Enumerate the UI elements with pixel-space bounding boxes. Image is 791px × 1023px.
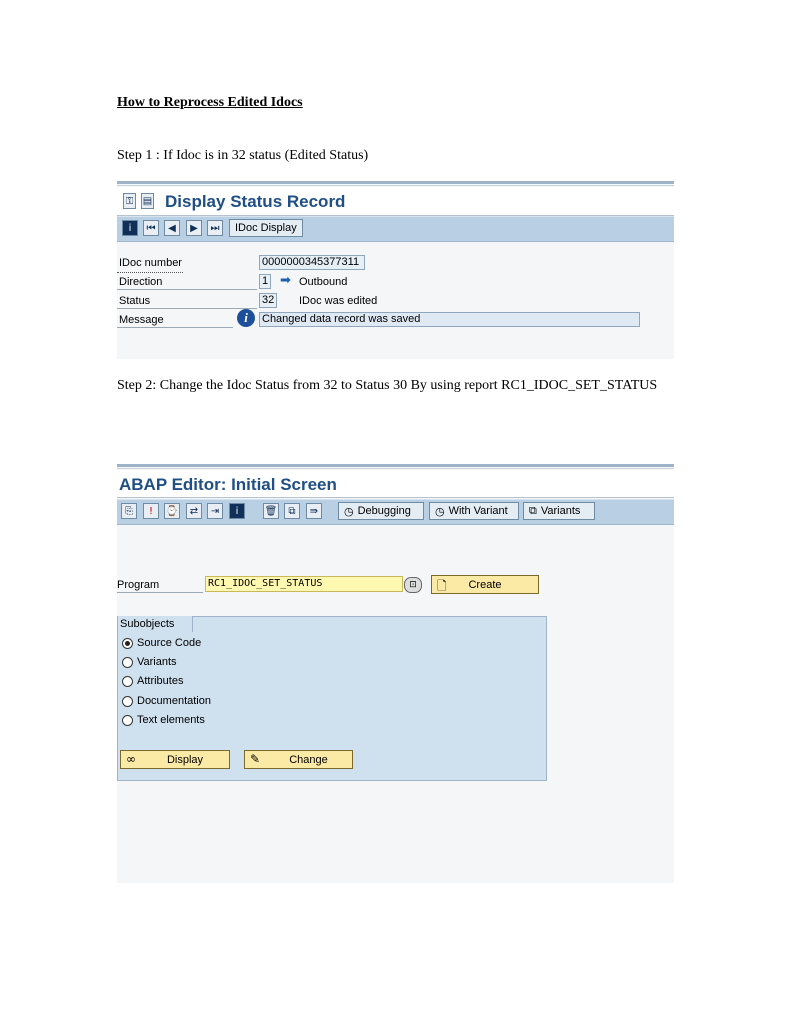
message-label: Message — [119, 314, 164, 326]
application-toolbar — [117, 216, 674, 242]
glasses-icon: ∞ — [126, 752, 136, 766]
direction-field[interactable]: 1 — [259, 274, 271, 289]
radio-label: Documentation — [137, 695, 211, 707]
previous-page-icon[interactable]: ◀ — [164, 220, 180, 236]
message-field[interactable]: Changed data record was saved — [259, 312, 640, 327]
idoc-display-label: IDoc Display — [235, 222, 297, 234]
next-page-icon[interactable]: ▶ — [186, 220, 202, 236]
clock-icon: ◷ — [344, 504, 354, 518]
first-page-icon[interactable]: ⏮ — [143, 220, 159, 236]
idoc-display-button[interactable] — [229, 219, 303, 237]
test-icon[interactable]: ⇄ — [186, 503, 202, 519]
radio-button[interactable] — [122, 715, 133, 726]
label-underline — [117, 271, 183, 273]
debugging-label: Debugging — [357, 505, 411, 517]
step-1-text: Step 1 : If Idoc is in 32 status (Edited Status) — [117, 148, 369, 163]
abap-editor-screen — [117, 464, 674, 883]
radio-variants[interactable] — [122, 656, 177, 668]
where-used-icon[interactable]: ⇥ — [207, 503, 223, 519]
direction-text: Outbound — [299, 276, 348, 288]
top-border-line — [117, 468, 674, 469]
info-button-icon[interactable]: i — [229, 503, 245, 519]
radio-button[interactable] — [122, 696, 133, 707]
copy-icon[interactable]: ⧉ — [284, 503, 300, 519]
variants-label: Variants — [540, 505, 581, 517]
technical-info-icon[interactable]: ⚿ — [123, 193, 136, 209]
delete-icon[interactable]: 🗑 — [263, 503, 279, 519]
clock-icon: ◷ — [435, 504, 445, 518]
status-text: IDoc was edited — [299, 295, 378, 307]
check-icon[interactable]: ! — [143, 503, 159, 519]
direction-label: Direction — [119, 276, 163, 288]
document-title: How to Reprocess Edited Idocs — [117, 95, 303, 110]
radio-label: Variants — [137, 656, 177, 668]
last-page-icon[interactable]: ⏭ — [207, 220, 223, 236]
info-icon[interactable]: i — [237, 309, 255, 327]
top-border — [117, 464, 674, 467]
activate-icon[interactable]: ⌚ — [164, 503, 180, 519]
program-input[interactable]: RC1_IDOC_SET_STATUS — [205, 576, 403, 592]
radio-text-elements[interactable] — [122, 714, 205, 726]
with-variant-label: With Variant — [448, 505, 508, 517]
change-button[interactable] — [244, 750, 353, 769]
top-border-line — [117, 185, 674, 186]
create-button[interactable] — [431, 575, 539, 594]
title-bar — [117, 187, 674, 216]
status-field[interactable]: 32 — [259, 293, 277, 308]
label-underline — [117, 592, 203, 593]
info-button-icon[interactable]: i — [122, 220, 138, 236]
idoc-number-field[interactable]: 0000000345377311 — [259, 255, 365, 270]
subobjects-title: Subobjects — [118, 616, 193, 632]
label-underline — [117, 327, 233, 328]
display-button[interactable] — [120, 750, 230, 769]
change-label: Change — [289, 753, 328, 766]
title-bar — [117, 470, 674, 498]
other-object-icon[interactable]: ⎘ — [121, 503, 137, 519]
variants-icon: ⧉ — [529, 504, 537, 517]
radio-button[interactable] — [122, 676, 133, 687]
radio-button[interactable] — [122, 657, 133, 668]
document-icon: 🗋 — [437, 579, 447, 593]
program-label: Program — [117, 579, 160, 591]
radio-button[interactable] — [122, 638, 133, 649]
subobjects-group — [117, 616, 547, 781]
status-label: Status — [119, 295, 151, 307]
create-label: Create — [468, 578, 502, 591]
variants-button[interactable] — [523, 502, 595, 520]
debugging-button[interactable] — [338, 502, 424, 520]
display-label: Display — [166, 753, 204, 766]
search-help-icon[interactable]: ⊡ — [404, 577, 422, 593]
label-underline — [117, 308, 257, 309]
page-title: Display Status Record — [165, 192, 346, 211]
idoc-number-label: IDoc number — [119, 257, 182, 269]
radio-label: Text elements — [137, 714, 205, 726]
radio-source-code[interactable] — [122, 637, 201, 649]
step-2-text: Step 2: Change the Idoc Status from 32 to Status 30 By using report RC1_IDOC_SET_STATUS — [117, 378, 658, 393]
radio-label: Attributes — [137, 675, 184, 687]
top-border — [117, 181, 674, 184]
with-variant-button[interactable] — [429, 502, 519, 520]
doc-icon[interactable]: ▤ — [141, 193, 154, 209]
page-title: ABAP Editor: Initial Screen — [119, 475, 337, 494]
radio-label: Source Code — [137, 637, 202, 649]
label-underline — [117, 289, 257, 290]
pencil-icon: ✎ — [250, 752, 261, 766]
radio-attributes[interactable] — [122, 675, 183, 687]
rename-icon[interactable]: ⇛ — [306, 503, 322, 519]
status-record-screen — [117, 181, 674, 359]
arrow-right-icon: ➡ — [280, 273, 291, 288]
radio-documentation[interactable] — [122, 695, 211, 707]
application-toolbar — [117, 499, 674, 525]
